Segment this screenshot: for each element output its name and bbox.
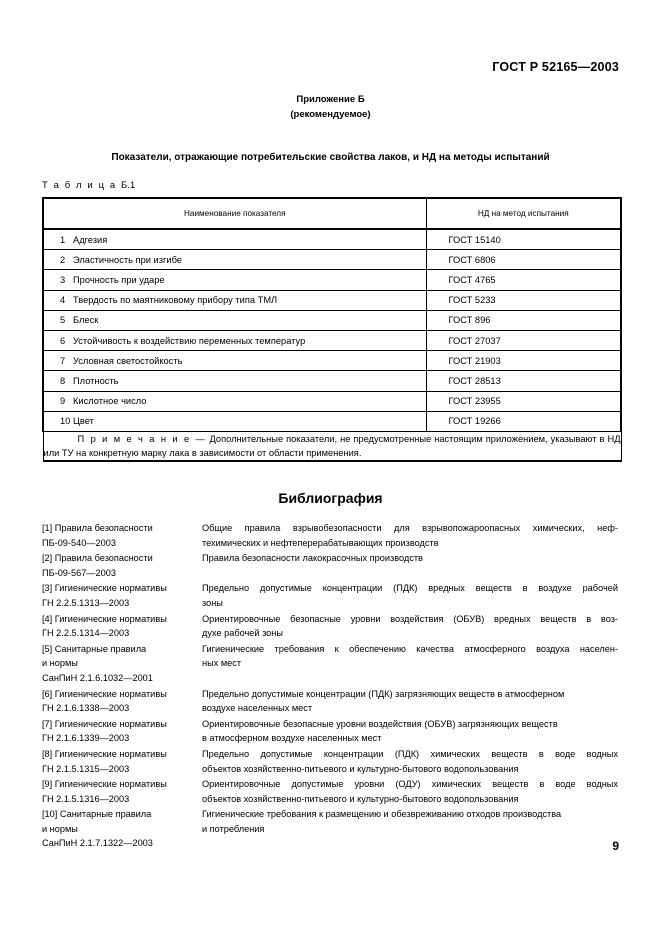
description-line: Гигиенические требования к обеспечению качества атмосферного воздуха населен-	[202, 643, 618, 654]
cell-indicator-name	[43, 250, 426, 270]
reference-line: ПБ-09-567—2003	[42, 567, 116, 578]
table-note-text: Дополнительные показатели, не предусмотренные настоящим приложением, указывают в НД или ТУ на конкретную марку лака в зависимости от области применения.	[43, 433, 621, 458]
bibliography-description	[202, 687, 620, 716]
cell-test-method: ГОСТ 28513	[426, 371, 621, 391]
cell-test-method: ГОСТ 4765	[426, 270, 621, 290]
cell-test-method: ГОСТ 896	[426, 310, 621, 330]
table-body	[43, 229, 621, 461]
bibliography-reference	[42, 687, 202, 716]
reference-line: ГН 2.1.5.1315—2003	[42, 763, 130, 774]
bibliography-entry	[42, 581, 620, 610]
bibliography-entry	[42, 521, 620, 550]
row-name: Условная светостойкость	[73, 355, 183, 366]
reference-line: СанПиН 2.1.6.1032—2001	[42, 672, 153, 683]
bibliography-description	[202, 717, 620, 746]
row-index: 7	[60, 355, 66, 366]
table-caption-label: Т а б л и ц а	[42, 180, 117, 191]
table-section-title: Показатели, отражающие потребительские свойства лаков, и НД на методы испытаний	[111, 152, 550, 163]
cell-indicator-name	[43, 229, 426, 250]
cell-indicator-name	[43, 290, 426, 310]
table-row	[43, 229, 621, 250]
cell-indicator-name	[43, 310, 426, 330]
description-line: и потребления	[202, 823, 265, 834]
row-index: 6	[60, 335, 66, 346]
table-note-label: П р и м е ч а н и е —	[77, 433, 207, 444]
reference-line: ГН 2.2.5.1314—2003	[42, 628, 130, 639]
reference-line: [7] Гигиенические нормативы	[42, 718, 167, 729]
cell-test-method: ГОСТ 23955	[426, 391, 621, 411]
table-row	[43, 351, 621, 371]
bibliography-entry	[42, 551, 620, 580]
reference-line: [9] Гигиенические нормативы	[42, 779, 167, 790]
description-line: в атмосферном воздухе населенных мест	[202, 733, 382, 744]
bibliography-list	[42, 521, 620, 852]
table-note-cell	[43, 431, 621, 461]
reference-line: ПБ-09-540—2003	[42, 537, 116, 548]
cell-indicator-name	[43, 270, 426, 290]
bibliography-reference	[42, 717, 202, 746]
bibliography-entry	[42, 642, 620, 686]
bibliography-reference	[42, 612, 202, 641]
row-index: 3	[60, 274, 66, 285]
cell-indicator-name	[43, 371, 426, 391]
description-line: воздухе населенных мест	[202, 703, 313, 714]
column-header-test-method: НД на метод испытания	[426, 198, 621, 229]
row-name: Прочность при ударе	[73, 274, 165, 285]
reference-line: [2] Правила безопасности	[42, 553, 153, 564]
bibliography-entry	[42, 777, 620, 806]
description-line: Ориентировочные допустимые уровни (ОДУ) химических веществ в воде водных	[202, 779, 618, 790]
cell-test-method: ГОСТ 6806	[426, 250, 621, 270]
cell-indicator-name	[43, 391, 426, 411]
table-row	[43, 290, 621, 310]
table-row	[43, 391, 621, 411]
table-caption-number: Б.1	[121, 180, 136, 191]
bibliography-description	[202, 551, 620, 566]
reference-line: [5] Санитарные правила	[42, 643, 147, 654]
bibliography-description	[202, 747, 620, 776]
cell-indicator-name	[43, 411, 426, 431]
bibliography-title: Библиография	[278, 490, 383, 506]
row-name: Плотность	[73, 375, 119, 386]
bibliography-description	[202, 777, 620, 806]
bibliography-entry	[42, 807, 620, 851]
description-line: духе рабочей зоны	[202, 628, 283, 639]
cell-test-method: ГОСТ 5233	[426, 290, 621, 310]
bibliography-reference	[42, 747, 202, 776]
table-caption	[42, 180, 135, 191]
row-name: Устойчивость к воздействию переменных температур	[73, 335, 306, 346]
row-name: Твердость по маятниковому прибору типа ТМЛ	[73, 295, 278, 306]
bibliography-description	[202, 521, 620, 550]
bibliography-reference	[42, 551, 202, 580]
bibliography-reference	[42, 807, 202, 851]
row-name: Эластичность при изгибе	[73, 254, 182, 265]
table-row	[43, 330, 621, 350]
description-line: объектов хозяйственно-питьевого и культурно-бытового водопользования	[202, 763, 519, 774]
description-line: техимических и нефтеперерабатывающих производств	[202, 537, 439, 548]
cell-indicator-name	[43, 330, 426, 350]
reference-line: [10] Санитарные правила	[42, 809, 152, 820]
bibliography-description	[202, 612, 620, 641]
running-head: ГОСТ Р 52165—2003	[492, 60, 619, 74]
bibliography-reference	[42, 642, 202, 686]
row-index: 5	[60, 315, 66, 326]
row-index: 10	[60, 416, 71, 427]
bibliography-entry	[42, 612, 620, 641]
bibliography-entry	[42, 687, 620, 716]
appendix-status: (рекомендуемое)	[290, 109, 371, 120]
indicators-table-wrapper	[42, 197, 620, 462]
table-row	[43, 371, 621, 391]
description-line: Ориентировочные безопасные уровни воздействия (ОБУВ) вредных веществ в воз-	[202, 613, 618, 624]
bibliography-reference	[42, 581, 202, 610]
table-note-row	[43, 431, 621, 461]
row-name: Цвет	[73, 416, 94, 427]
row-name: Блеск	[73, 315, 99, 326]
row-index: 8	[60, 375, 66, 386]
table-head	[43, 198, 621, 229]
description-line: зоны	[202, 597, 223, 608]
row-index: 4	[60, 295, 66, 306]
reference-line: [8] Гигиенические нормативы	[42, 748, 167, 759]
table-row	[43, 310, 621, 330]
bibliography-entry	[42, 747, 620, 776]
row-index: 2	[60, 254, 66, 265]
description-line: Гигиенические требования к размещению и обезвреживанию отходов производства	[202, 809, 562, 820]
appendix-heading	[0, 92, 661, 122]
cell-test-method: ГОСТ 27037	[426, 330, 621, 350]
cell-test-method: ГОСТ 15140	[426, 229, 621, 250]
reference-line: ГН 2.1.6.1338—2003	[42, 703, 130, 714]
appendix-label: Приложение Б	[296, 94, 365, 105]
row-name: Кислотное число	[73, 396, 147, 407]
bibliography-reference	[42, 777, 202, 806]
bibliography-description	[202, 642, 620, 671]
description-line: Предельно допустимые концентрации (ПДК) химических веществ в воде водных	[202, 748, 618, 759]
description-line: ных мест	[202, 658, 242, 669]
bibliography-entry	[42, 717, 620, 746]
description-line: Правила безопасности лакокрасочных производств	[202, 553, 423, 564]
table-row	[43, 411, 621, 431]
table-row	[43, 250, 621, 270]
description-line: Предельно допустимые концентрации (ПДК) загрязняющих веществ в атмосферном	[202, 688, 565, 699]
bibliography-reference	[42, 521, 202, 550]
reference-line: ГН 2.2.5.1313—2003	[42, 597, 130, 608]
reference-line: ГН 2.1.6.1339—2003	[42, 733, 130, 744]
cell-test-method: ГОСТ 19266	[426, 411, 621, 431]
description-line: Ориентировочные безопасные уровни воздействия (ОБУВ) загрязняющих веществ	[202, 718, 558, 729]
description-line: объектов хозяйственно-питьевого и культурно-бытового водопользования	[202, 793, 519, 804]
cell-test-method: ГОСТ 21903	[426, 351, 621, 371]
indicators-table	[42, 197, 622, 462]
bibliography-description	[202, 581, 620, 610]
reference-line: [1] Правила безопасности	[42, 523, 153, 533]
description-line: Предельно допустимые концентрации (ПДК) вредных веществ в воздухе рабочей	[202, 583, 618, 594]
bibliography-description	[202, 807, 620, 836]
reference-line: [4] Гигиенические нормативы	[42, 613, 167, 624]
page-number: 9	[612, 839, 619, 853]
reference-line: ГН 2.1.5.1316—2003	[42, 793, 130, 804]
row-index: 1	[60, 234, 66, 245]
reference-line: СанПиН 2.1.7.1322—2003	[42, 838, 153, 849]
description-line: Общие правила взрывобезопасности для взрывопожароопасных химических, неф-	[202, 523, 618, 533]
column-header-indicator-name: Наименование показателя	[43, 198, 426, 229]
table-header-row	[43, 198, 621, 229]
row-index: 9	[60, 396, 66, 407]
reference-line: [3] Гигиенические нормативы	[42, 583, 167, 594]
row-name: Адгезия	[73, 234, 108, 245]
table-row	[43, 270, 621, 290]
reference-line: и нормы	[42, 658, 78, 669]
reference-line: [6] Гигиенические нормативы	[42, 688, 167, 699]
cell-indicator-name	[43, 351, 426, 371]
reference-line: и нормы	[42, 823, 78, 834]
